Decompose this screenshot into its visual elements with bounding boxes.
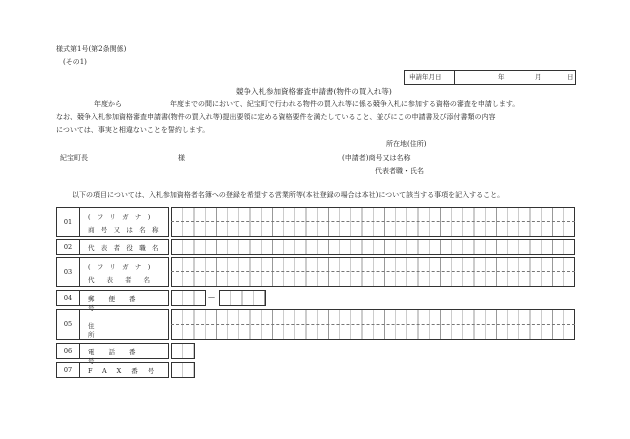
application-date-box bbox=[404, 70, 576, 85]
row-02-number: 02 bbox=[56, 239, 80, 255]
row-04-number: 04 bbox=[56, 290, 80, 306]
phone-input[interactable] bbox=[171, 343, 195, 359]
row-07-label-box bbox=[80, 362, 169, 378]
row-04-label-box bbox=[80, 290, 169, 312]
postal-code-first-input[interactable] bbox=[171, 290, 206, 306]
row-05-divider bbox=[171, 324, 575, 325]
addressee-honorific: 様 bbox=[178, 154, 185, 162]
row-01-label: 商号又は名称 bbox=[88, 226, 165, 234]
row-04-label: 郵便番号 bbox=[88, 295, 150, 312]
applicant-name-label: (申請者)商号又は名称 bbox=[342, 154, 411, 162]
row-01-number: 01 bbox=[56, 207, 80, 237]
row-05-number: 05 bbox=[56, 309, 80, 340]
rep-title-input[interactable] bbox=[171, 239, 575, 255]
row-06-label: 電話番号 bbox=[88, 348, 150, 365]
row-03-label: 代表者名 bbox=[88, 276, 162, 284]
row-03-furigana-label: (フリガナ) bbox=[88, 263, 157, 271]
postal-code-separator: — bbox=[208, 293, 215, 301]
row-01-divider bbox=[171, 221, 575, 222]
postal-code-second-input[interactable] bbox=[219, 290, 266, 306]
body-period-from: 年度から bbox=[94, 100, 122, 108]
row-07-label: FAX番号 bbox=[88, 367, 165, 375]
row-05-label: 住所 bbox=[88, 322, 153, 339]
row-02-label-box bbox=[80, 239, 169, 255]
row-01-furigana-label: (フリガナ) bbox=[88, 213, 157, 221]
instruction-text: 以下の項目については、入札参加資格者名簿への登録を希望する営業所等(本社登録の場合は本社)について該当する事項を記入すること。 bbox=[72, 191, 505, 199]
date-day-label: 日 bbox=[567, 73, 574, 81]
rep-name-input[interactable] bbox=[171, 257, 575, 287]
form-id: 様式第1号(第2条関係) bbox=[56, 45, 127, 53]
date-year-label: 年 bbox=[498, 73, 505, 81]
body-line-1: 年度までの間において、紀宝町で行われる物件の買入れ等に係る競争入札に参加する資格の審査を申請します。 bbox=[170, 100, 520, 108]
row-03-number: 03 bbox=[56, 257, 80, 287]
body-line-2: なお、競争入札参加資格審査申請書(物件の買入れ等)提出要領に定める資格要件を満たしていること、並びにこの申請書及び添付書類の内容 bbox=[56, 113, 496, 121]
row-02-label: 代表者役職名 bbox=[88, 244, 165, 252]
form-part: (その1) bbox=[63, 58, 87, 66]
page-title: 競争入札参加資格審査申請書(物件の買入れ等) bbox=[236, 87, 392, 96]
addressee: 紀宝町長 bbox=[60, 154, 88, 162]
row-01-label-box bbox=[80, 207, 169, 237]
body-line-3: については、事実と相違ないことを誓約します。 bbox=[56, 126, 210, 134]
applicant-address-label: 所在地(住所) bbox=[386, 140, 427, 148]
row-03-label-box bbox=[80, 257, 169, 287]
row-06-label-box bbox=[80, 343, 169, 365]
company-name-input[interactable] bbox=[171, 207, 575, 237]
date-month-label: 月 bbox=[535, 73, 542, 81]
application-date-label: 申請年月日 bbox=[405, 71, 455, 84]
row-05-label-box bbox=[80, 309, 169, 340]
row-03-divider bbox=[171, 271, 575, 272]
fax-input[interactable] bbox=[171, 362, 195, 378]
applicant-rep-label: 代表者職・氏名 bbox=[375, 167, 424, 175]
row-07-number: 07 bbox=[56, 362, 80, 378]
row-06-number: 06 bbox=[56, 343, 80, 359]
